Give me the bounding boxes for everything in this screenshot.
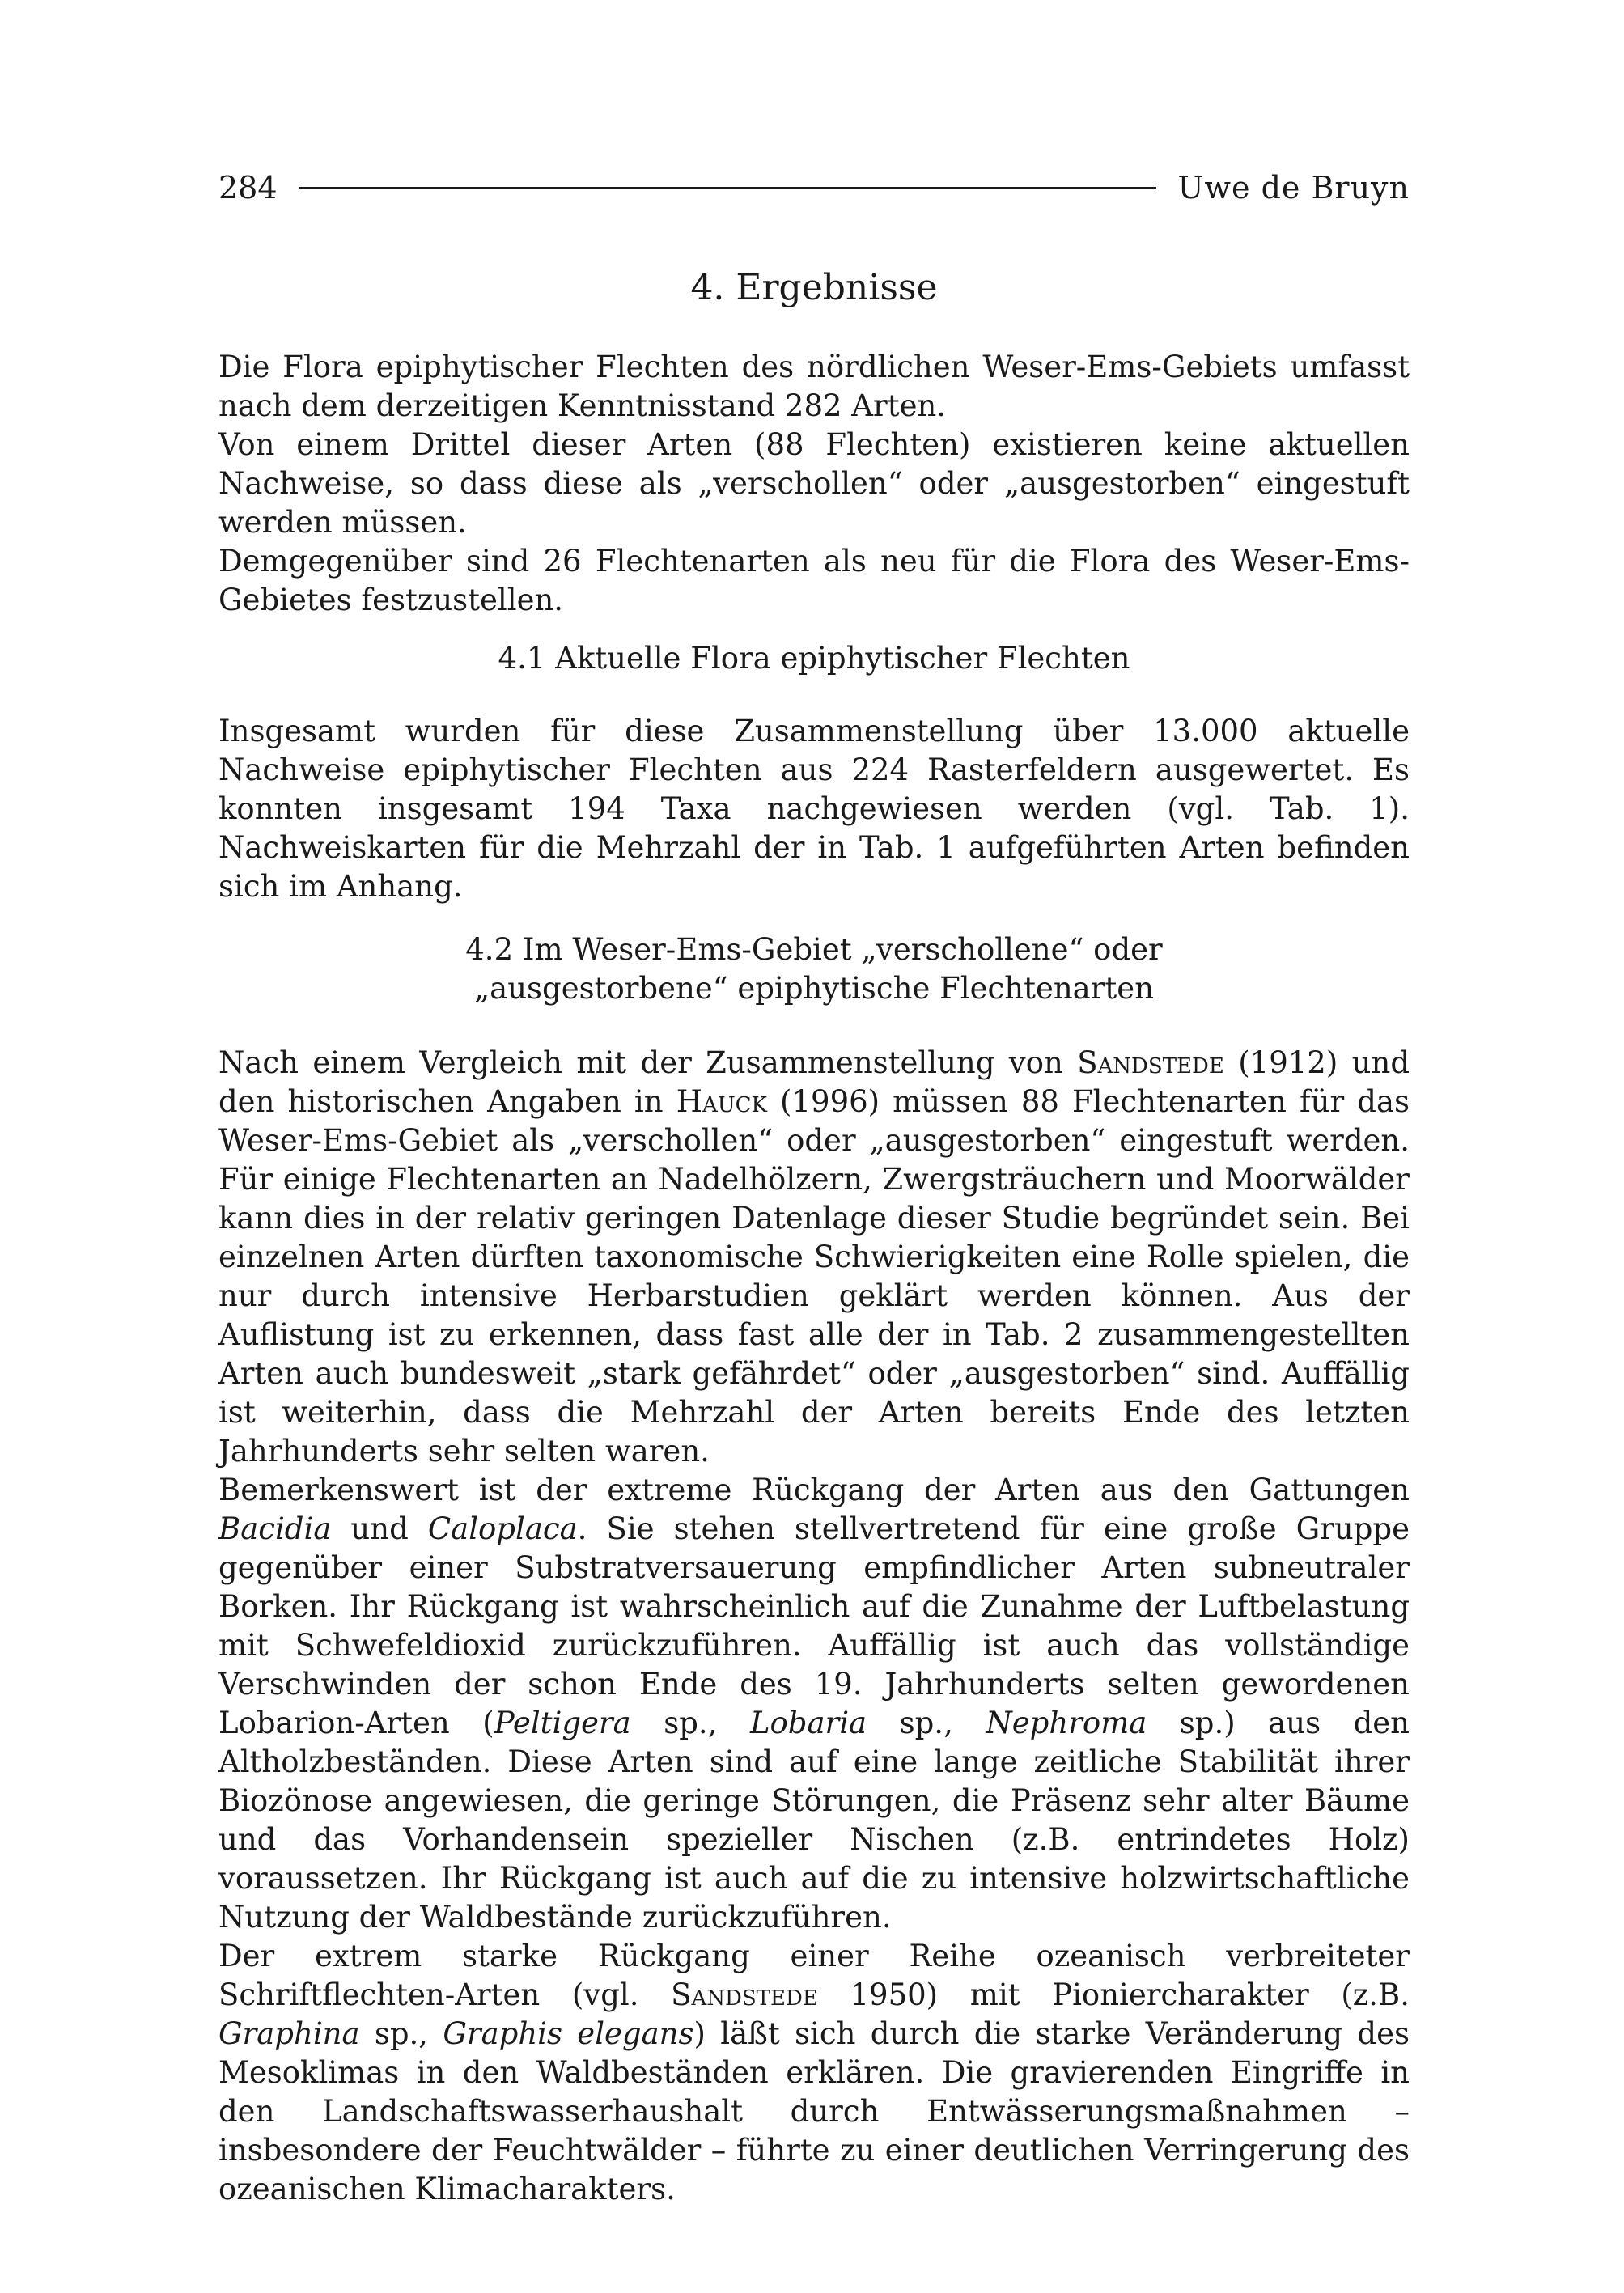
text-run: Nach einem Vergleich mit der Zusammenstellung von (218, 1045, 1078, 1080)
section-4-2-body (218, 1044, 1410, 2209)
text-run: sp., (867, 1706, 986, 1740)
text-run: . Sie stehen stellvertretend für eine große Gruppe gegenüber einer Substratversauerung empfindlicher Arten subneutraler Borken. Ihr Rückgang ist wahrscheinlich auf die Zunahme der Luftbelastung mit Schwefeldioxid zurückzuführen. Auffällig ist auch das vollständige Verschwinden der schon Ende des 19. Jahrhunderts selten gewordenen Lobarion-Arten ( (218, 1511, 1410, 1740)
section-4-1-paragraph: Insgesamt wurden für diese Zusammenstellung über 13.000 aktuelle Nachweise epiphytischer Flechten aus 224 Rasterfeldern ausgewertet. Es konnten insgesamt 194 Taxa nachgewiesen werden (vgl. Tab. 1). Nachweiskarten für die Mehrzahl der in Tab. 1 aufgeführten Arten befinden sich im Anhang. (218, 714, 1410, 904)
section-heading-4-1: 4.1 Aktuelle Flora epiphytischer Flechten (498, 641, 1130, 676)
author-citation-sandstede: Sandstede (1077, 1045, 1224, 1080)
text-run: und (331, 1511, 428, 1546)
text-run: sp., (359, 2016, 443, 2051)
page-number: 284 (218, 170, 278, 206)
text-run: Bemerkenswert ist der extreme Rückgang der Arten aus den Gattungen (218, 1473, 1410, 1507)
taxon-lobaria: Lobaria (749, 1706, 867, 1740)
section-heading-4: 4. Ergebnisse (690, 267, 938, 308)
taxon-caloplaca: Caloplaca (427, 1511, 578, 1546)
author-citation-hauck: Hauck (676, 1084, 767, 1119)
section-4-2-paragraph-3 (218, 1937, 1410, 2209)
text-run: Der extrem starke Rückgang einer Reihe ozeanisch verbreiteter Schriftflechten-Arten (vgl. (218, 1939, 1410, 2012)
section-4-sentence-2: Von einem Drittel dieser Arten (88 Flechten) existieren keine aktuellen Nachweise, so dass diese als „verschollen“ oder „ausgestorben“ eingestuft werden müssen. (218, 427, 1410, 540)
taxon-bacidia: Bacidia (218, 1511, 332, 1546)
taxon-graphis-elegans: Graphis elegans (443, 2016, 694, 2051)
text-run: sp., (630, 1706, 750, 1740)
section-4-sentence-1: Die Flora epiphytischer Flechten des nördlichen Weser-Ems-Gebiets umfasst nach dem derzeitigen Kenntnisstand 282 Arten. (218, 350, 1410, 423)
text-run: ) läßt sich durch die starke Veränderung des Mesoklimas in den Waldbeständen erklären. Die gravierenden Eingriffe in den Landschaftswasserhaushalt durch Entwässerungsmaßnahmen – insbesondere der Feuchtwälder – führte zu einer deutlichen Verringerung des ozeanischen Klimacharakters. (218, 2016, 1410, 2206)
taxon-graphina: Graphina (218, 2016, 360, 2051)
taxon-peltigera: Peltigera (494, 1706, 631, 1740)
section-4-paragraph (218, 348, 1410, 620)
section-4-sentence-3: Demgegenüber sind 26 Flechtenarten als neu für die Flora des Weser-Ems-Gebietes festzustellen. (218, 544, 1410, 617)
text-run: sp.) aus den Altholzbeständen. Diese Arten sind auf eine lange zeitliche Stabilität ihrer Biozönose angewiesen, die geringe Störungen, die Präsenz sehr alter Bäume und das Vorhandensein spezieller Nischen (z.B. entrindetes Holz) voraussetzen. Ihr Rückgang ist auch auf die zu intensive holzwirtschaftliche Nutzung der Waldbestände zurückzuführen. (218, 1706, 1410, 1935)
section-heading-4-2 (218, 930, 1410, 1008)
taxon-nephroma: Nephroma (986, 1706, 1147, 1740)
text-run: 1950) mit Pioniercharakter (z.B. (817, 1977, 1410, 2012)
running-header (218, 163, 1410, 212)
running-author: Uwe de Bruyn (1177, 170, 1410, 206)
section-heading-4-2-line-2: „ausgestorbene“ epiphytische Flechtenarten (473, 971, 1155, 1006)
section-4-2-paragraph-2 (218, 1471, 1410, 1937)
text-run: (1996) müssen 88 Flechtenarten für das Weser-Ems-Gebiet als „verschollen“ oder „ausgestorben“ eingestuft werden. Für einige Flechtenarten an Nadelhölzern, Zwergsträuchern und Moorwälder kann dies in der relativ geringen Datenlage dieser Studie begründet sein. Bei einzelnen Arten dürften taxonomische Schwierigkeiten eine Rolle spielen, die nur durch intensive Herbarstudien geklärt werden können. Aus der Auflistung ist zu erkennen, dass fast alle der in Tab. 2 zusammengestellten Arten auch bundesweit „stark gefährdet“ oder „ausgestorben“ sind. Auffällig ist weiterhin, dass die Mehrzahl der Arten bereits Ende des letzten Jahrhunderts sehr selten waren. (218, 1084, 1410, 1469)
header-rule (299, 187, 1157, 189)
section-heading-4-2-line-1: 4.2 Im Weser-Ems-Gebiet „verschollene“ oder (465, 932, 1163, 967)
section-4-2-paragraph-1 (218, 1044, 1410, 1471)
author-citation-sandstede-1950: Sandstede (671, 1977, 818, 2012)
text-run: (1912) und den historischen Angaben in (218, 1045, 1410, 1119)
